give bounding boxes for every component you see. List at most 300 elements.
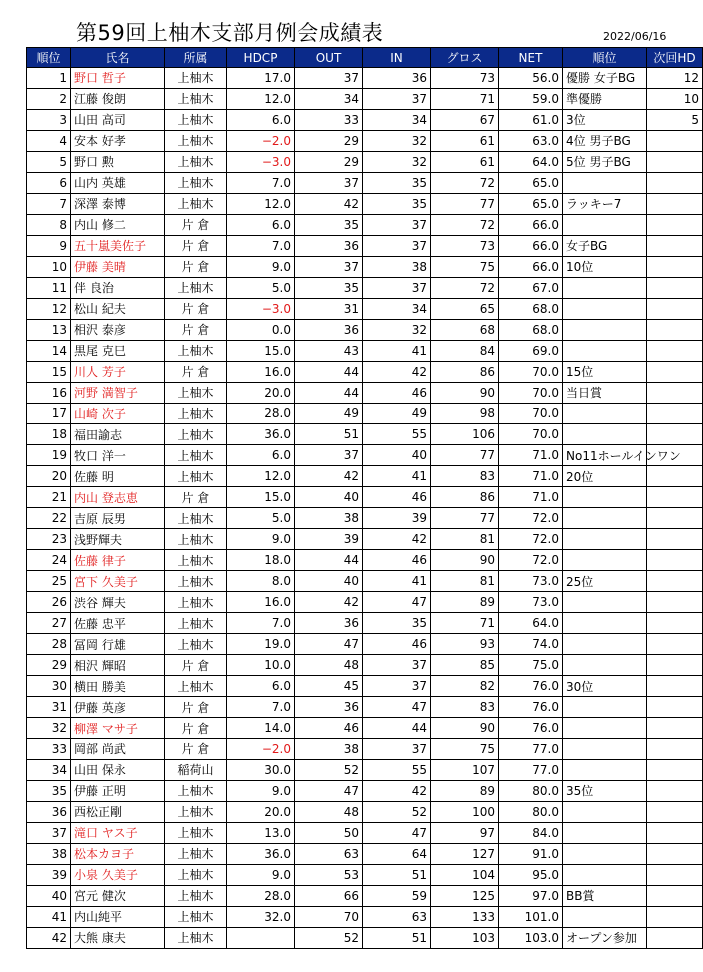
cell-out: 37 — [295, 68, 363, 89]
cell-net: 77.0 — [499, 739, 563, 760]
table-row — [27, 487, 703, 508]
cell-name: 滝口 ヤス子 — [71, 822, 165, 843]
cell-in: 37 — [363, 676, 431, 697]
cell-name: 大熊 康夫 — [71, 927, 165, 948]
cell-out: 52 — [295, 759, 363, 780]
cell-place — [563, 822, 647, 843]
cell-hdcp: 6.0 — [227, 214, 295, 235]
cell-rank: 11 — [27, 277, 71, 298]
cell-gross: 89 — [431, 592, 499, 613]
cell-name: 渋谷 輝夫 — [71, 592, 165, 613]
table-row — [27, 445, 703, 466]
cell-rank: 13 — [27, 319, 71, 340]
cell-net: 64.0 — [499, 613, 563, 634]
cell-next-hd — [647, 298, 703, 319]
cell-in: 37 — [363, 277, 431, 298]
cell-place — [563, 697, 647, 718]
cell-club: 上柚木 — [165, 550, 227, 571]
cell-in: 47 — [363, 822, 431, 843]
cell-name: 野口 勲 — [71, 151, 165, 172]
table-row — [27, 843, 703, 864]
cell-out: 52 — [295, 927, 363, 948]
cell-net: 74.0 — [499, 634, 563, 655]
table-row — [27, 256, 703, 277]
cell-hdcp: 20.0 — [227, 801, 295, 822]
cell-rank: 17 — [27, 403, 71, 424]
cell-out: 39 — [295, 529, 363, 550]
cell-hdcp: 18.0 — [227, 550, 295, 571]
cell-in: 42 — [363, 780, 431, 801]
cell-in: 37 — [363, 88, 431, 109]
table-row — [27, 718, 703, 739]
cell-in: 37 — [363, 214, 431, 235]
cell-hdcp: 20.0 — [227, 382, 295, 403]
cell-in: 40 — [363, 445, 431, 466]
cell-in: 52 — [363, 801, 431, 822]
table-row — [27, 634, 703, 655]
table-row — [27, 361, 703, 382]
cell-club: 上柚木 — [165, 843, 227, 864]
cell-gross: 77 — [431, 508, 499, 529]
cell-next-hd — [647, 927, 703, 948]
cell-rank: 33 — [27, 739, 71, 760]
cell-hdcp: 8.0 — [227, 571, 295, 592]
cell-rank: 35 — [27, 780, 71, 801]
cell-out: 37 — [295, 256, 363, 277]
cell-hdcp: 15.0 — [227, 340, 295, 361]
cell-place: 25位 — [563, 571, 647, 592]
cell-name: 福田諭志 — [71, 424, 165, 445]
cell-out: 47 — [295, 780, 363, 801]
cell-rank: 31 — [27, 697, 71, 718]
cell-name: 野口 哲子 — [71, 68, 165, 89]
cell-name: 河野 満智子 — [71, 382, 165, 403]
cell-net: 71.0 — [499, 487, 563, 508]
cell-in: 42 — [363, 529, 431, 550]
cell-name: 伊藤 英彦 — [71, 697, 165, 718]
cell-place: 優勝 女子BG — [563, 68, 647, 89]
table-row — [27, 277, 703, 298]
cell-rank: 18 — [27, 424, 71, 445]
cell-hdcp: 7.0 — [227, 697, 295, 718]
cell-out: 42 — [295, 193, 363, 214]
cell-out: 48 — [295, 655, 363, 676]
cell-club: 上柚木 — [165, 801, 227, 822]
cell-hdcp: 16.0 — [227, 361, 295, 382]
table-row — [27, 906, 703, 927]
cell-gross: 90 — [431, 718, 499, 739]
cell-rank: 39 — [27, 864, 71, 885]
table-row — [27, 801, 703, 822]
cell-next-hd — [647, 885, 703, 906]
cell-net: 72.0 — [499, 529, 563, 550]
cell-club: 片 倉 — [165, 697, 227, 718]
cell-place: 30位 — [563, 676, 647, 697]
cell-out: 37 — [295, 445, 363, 466]
cell-out: 36 — [295, 319, 363, 340]
table-row — [27, 403, 703, 424]
table-row — [27, 822, 703, 843]
cell-hdcp: 6.0 — [227, 676, 295, 697]
cell-net: 80.0 — [499, 780, 563, 801]
cell-rank: 30 — [27, 676, 71, 697]
cell-place — [563, 759, 647, 780]
cell-gross: 61 — [431, 130, 499, 151]
cell-in: 46 — [363, 382, 431, 403]
cell-place: 35位 — [563, 780, 647, 801]
cell-next-hd — [647, 403, 703, 424]
cell-club: 片 倉 — [165, 214, 227, 235]
table-row — [27, 319, 703, 340]
cell-place: 15位 — [563, 361, 647, 382]
table-row — [27, 739, 703, 760]
cell-name: 山崎 次子 — [71, 403, 165, 424]
cell-rank: 5 — [27, 151, 71, 172]
cell-club: 上柚木 — [165, 676, 227, 697]
cell-rank: 29 — [27, 655, 71, 676]
cell-place — [563, 529, 647, 550]
cell-name: 山田 高司 — [71, 109, 165, 130]
cell-next-hd — [647, 361, 703, 382]
cell-place — [563, 403, 647, 424]
cell-club: 上柚木 — [165, 340, 227, 361]
cell-out: 48 — [295, 801, 363, 822]
report-date: 2022/06/16 — [603, 30, 667, 43]
cell-next-hd — [647, 613, 703, 634]
cell-net: 95.0 — [499, 864, 563, 885]
cell-place — [563, 843, 647, 864]
cell-club: 片 倉 — [165, 487, 227, 508]
cell-net: 67.0 — [499, 277, 563, 298]
cell-club: 稲荷山 — [165, 759, 227, 780]
cell-out: 37 — [295, 172, 363, 193]
cell-hdcp: 9.0 — [227, 864, 295, 885]
cell-name: 横田 勝美 — [71, 676, 165, 697]
cell-rank: 7 — [27, 193, 71, 214]
cell-net: 71.0 — [499, 466, 563, 487]
cell-hdcp: 28.0 — [227, 885, 295, 906]
col-header-rank: 順位 — [27, 48, 71, 68]
cell-in: 47 — [363, 592, 431, 613]
cell-place — [563, 277, 647, 298]
cell-name: 佐藤 忠平 — [71, 613, 165, 634]
cell-hdcp: 32.0 — [227, 906, 295, 927]
col-header-out: OUT — [295, 48, 363, 68]
cell-next-hd — [647, 718, 703, 739]
cell-place — [563, 864, 647, 885]
cell-gross: 89 — [431, 780, 499, 801]
cell-gross: 97 — [431, 822, 499, 843]
cell-rank: 3 — [27, 109, 71, 130]
table-row — [27, 780, 703, 801]
cell-net: 59.0 — [499, 88, 563, 109]
cell-hdcp: 15.0 — [227, 487, 295, 508]
cell-gross: 67 — [431, 109, 499, 130]
cell-next-hd — [647, 655, 703, 676]
cell-next-hd: 5 — [647, 109, 703, 130]
cell-rank: 12 — [27, 298, 71, 319]
table-row — [27, 613, 703, 634]
cell-out: 29 — [295, 130, 363, 151]
cell-rank: 4 — [27, 130, 71, 151]
cell-hdcp: 14.0 — [227, 718, 295, 739]
cell-rank: 6 — [27, 172, 71, 193]
cell-out: 36 — [295, 235, 363, 256]
cell-in: 46 — [363, 487, 431, 508]
cell-club: 片 倉 — [165, 655, 227, 676]
cell-rank: 41 — [27, 906, 71, 927]
cell-in: 39 — [363, 508, 431, 529]
cell-in: 32 — [363, 130, 431, 151]
cell-club: 上柚木 — [165, 571, 227, 592]
cell-net: 56.0 — [499, 68, 563, 89]
cell-name: 伴 良治 — [71, 277, 165, 298]
cell-next-hd — [647, 340, 703, 361]
cell-next-hd — [647, 634, 703, 655]
cell-place — [563, 739, 647, 760]
cell-hdcp: 9.0 — [227, 256, 295, 277]
cell-club: 片 倉 — [165, 361, 227, 382]
table-row — [27, 592, 703, 613]
table-row — [27, 885, 703, 906]
table-row — [27, 340, 703, 361]
cell-out: 45 — [295, 676, 363, 697]
cell-club: 上柚木 — [165, 151, 227, 172]
cell-rank: 10 — [27, 256, 71, 277]
cell-gross: 86 — [431, 487, 499, 508]
results-table — [26, 47, 703, 949]
cell-net: 70.0 — [499, 424, 563, 445]
cell-next-hd — [647, 130, 703, 151]
cell-gross: 106 — [431, 424, 499, 445]
cell-rank: 19 — [27, 445, 71, 466]
table-row — [27, 109, 703, 130]
cell-name: 冨岡 行雄 — [71, 634, 165, 655]
cell-club: 上柚木 — [165, 445, 227, 466]
cell-out: 50 — [295, 822, 363, 843]
cell-gross: 73 — [431, 68, 499, 89]
cell-out: 70 — [295, 906, 363, 927]
col-header-club: 所属 — [165, 48, 227, 68]
cell-next-hd — [647, 172, 703, 193]
cell-name: 江藤 俊朗 — [71, 88, 165, 109]
cell-net: 103.0 — [499, 927, 563, 948]
cell-gross: 73 — [431, 235, 499, 256]
cell-place: オープン参加 — [563, 927, 647, 948]
cell-hdcp — [227, 927, 295, 948]
cell-club: 上柚木 — [165, 508, 227, 529]
cell-club: 上柚木 — [165, 382, 227, 403]
cell-name: 柳澤 マサ子 — [71, 718, 165, 739]
cell-hdcp: 7.0 — [227, 613, 295, 634]
cell-hdcp: 12.0 — [227, 193, 295, 214]
cell-hdcp: 16.0 — [227, 592, 295, 613]
cell-net: 68.0 — [499, 319, 563, 340]
cell-gross: 90 — [431, 550, 499, 571]
table-row — [27, 130, 703, 151]
cell-club: 上柚木 — [165, 780, 227, 801]
cell-gross: 98 — [431, 403, 499, 424]
cell-place — [563, 613, 647, 634]
cell-gross: 68 — [431, 319, 499, 340]
cell-next-hd — [647, 487, 703, 508]
cell-in: 41 — [363, 466, 431, 487]
cell-net: 76.0 — [499, 697, 563, 718]
cell-club: 上柚木 — [165, 172, 227, 193]
cell-place — [563, 424, 647, 445]
cell-place — [563, 718, 647, 739]
cell-hdcp: 36.0 — [227, 843, 295, 864]
cell-place: No11ホールインワン — [563, 445, 647, 466]
cell-rank: 21 — [27, 487, 71, 508]
table-row — [27, 88, 703, 109]
cell-rank: 26 — [27, 592, 71, 613]
cell-next-hd — [647, 382, 703, 403]
cell-name: 安本 好孝 — [71, 130, 165, 151]
cell-next-hd — [647, 592, 703, 613]
cell-net: 72.0 — [499, 508, 563, 529]
cell-club: 片 倉 — [165, 718, 227, 739]
col-header-hdcp: HDCP — [227, 48, 295, 68]
cell-next-hd — [647, 906, 703, 927]
cell-gross: 81 — [431, 529, 499, 550]
header-row — [27, 48, 703, 68]
table-row — [27, 697, 703, 718]
cell-place: 5位 男子BG — [563, 151, 647, 172]
cell-rank: 40 — [27, 885, 71, 906]
cell-name: 伊藤 正明 — [71, 780, 165, 801]
cell-gross: 83 — [431, 466, 499, 487]
cell-hdcp: 13.0 — [227, 822, 295, 843]
cell-gross: 83 — [431, 697, 499, 718]
cell-in: 34 — [363, 298, 431, 319]
cell-name: 佐藤 律子 — [71, 550, 165, 571]
cell-gross: 75 — [431, 256, 499, 277]
cell-out: 43 — [295, 340, 363, 361]
cell-net: 65.0 — [499, 193, 563, 214]
cell-gross: 81 — [431, 571, 499, 592]
cell-gross: 71 — [431, 613, 499, 634]
cell-net: 70.0 — [499, 361, 563, 382]
cell-out: 34 — [295, 88, 363, 109]
cell-out: 44 — [295, 361, 363, 382]
cell-hdcp: 6.0 — [227, 109, 295, 130]
cell-gross: 75 — [431, 739, 499, 760]
cell-name: 内山純平 — [71, 906, 165, 927]
cell-in: 63 — [363, 906, 431, 927]
cell-gross: 85 — [431, 655, 499, 676]
table-row — [27, 571, 703, 592]
cell-gross: 103 — [431, 927, 499, 948]
table-row — [27, 172, 703, 193]
cell-gross: 77 — [431, 193, 499, 214]
cell-hdcp: 6.0 — [227, 445, 295, 466]
cell-name: 宮元 健次 — [71, 885, 165, 906]
cell-next-hd — [647, 550, 703, 571]
cell-in: 64 — [363, 843, 431, 864]
cell-next-hd — [647, 256, 703, 277]
cell-place: BB賞 — [563, 885, 647, 906]
cell-place — [563, 340, 647, 361]
cell-next-hd — [647, 193, 703, 214]
cell-hdcp: 7.0 — [227, 235, 295, 256]
cell-place: ラッキー7 — [563, 193, 647, 214]
cell-club: 上柚木 — [165, 613, 227, 634]
cell-hdcp: 17.0 — [227, 68, 295, 89]
cell-hdcp: −3.0 — [227, 298, 295, 319]
cell-gross: 100 — [431, 801, 499, 822]
table-row — [27, 550, 703, 571]
cell-in: 51 — [363, 927, 431, 948]
cell-club: 上柚木 — [165, 466, 227, 487]
cell-net: 73.0 — [499, 592, 563, 613]
cell-hdcp: 12.0 — [227, 466, 295, 487]
cell-club: 上柚木 — [165, 130, 227, 151]
cell-hdcp: 5.0 — [227, 277, 295, 298]
cell-club: 片 倉 — [165, 739, 227, 760]
cell-name: 西松正剛 — [71, 801, 165, 822]
cell-place: 女子BG — [563, 235, 647, 256]
cell-gross: 86 — [431, 361, 499, 382]
cell-rank: 16 — [27, 382, 71, 403]
table-row — [27, 193, 703, 214]
cell-out: 40 — [295, 487, 363, 508]
cell-hdcp: 7.0 — [227, 172, 295, 193]
cell-net: 63.0 — [499, 130, 563, 151]
cell-out: 35 — [295, 277, 363, 298]
cell-net: 71.0 — [499, 445, 563, 466]
cell-gross: 72 — [431, 277, 499, 298]
cell-out: 31 — [295, 298, 363, 319]
cell-in: 55 — [363, 759, 431, 780]
cell-net: 65.0 — [499, 172, 563, 193]
cell-in: 32 — [363, 319, 431, 340]
cell-place — [563, 592, 647, 613]
cell-gross: 71 — [431, 88, 499, 109]
cell-net: 70.0 — [499, 403, 563, 424]
cell-place — [563, 508, 647, 529]
cell-in: 44 — [363, 718, 431, 739]
cell-out: 49 — [295, 403, 363, 424]
cell-name: 岡部 尚武 — [71, 739, 165, 760]
cell-place: 20位 — [563, 466, 647, 487]
cell-hdcp: 9.0 — [227, 780, 295, 801]
cell-name: 山内 英雄 — [71, 172, 165, 193]
cell-name: 川人 芳子 — [71, 361, 165, 382]
cell-place: 準優勝 — [563, 88, 647, 109]
cell-in: 37 — [363, 739, 431, 760]
cell-gross: 77 — [431, 445, 499, 466]
cell-hdcp: 0.0 — [227, 319, 295, 340]
cell-rank: 38 — [27, 843, 71, 864]
cell-rank: 27 — [27, 613, 71, 634]
cell-name: 伊藤 美晴 — [71, 256, 165, 277]
cell-next-hd — [647, 214, 703, 235]
cell-in: 59 — [363, 885, 431, 906]
table-row — [27, 927, 703, 948]
cell-rank: 42 — [27, 927, 71, 948]
cell-club: 上柚木 — [165, 634, 227, 655]
cell-rank: 28 — [27, 634, 71, 655]
cell-name: 佐藤 明 — [71, 466, 165, 487]
cell-in: 32 — [363, 151, 431, 172]
cell-next-hd — [647, 277, 703, 298]
cell-in: 35 — [363, 172, 431, 193]
cell-out: 47 — [295, 634, 363, 655]
table-row — [27, 508, 703, 529]
cell-next-hd — [647, 822, 703, 843]
cell-gross: 84 — [431, 340, 499, 361]
